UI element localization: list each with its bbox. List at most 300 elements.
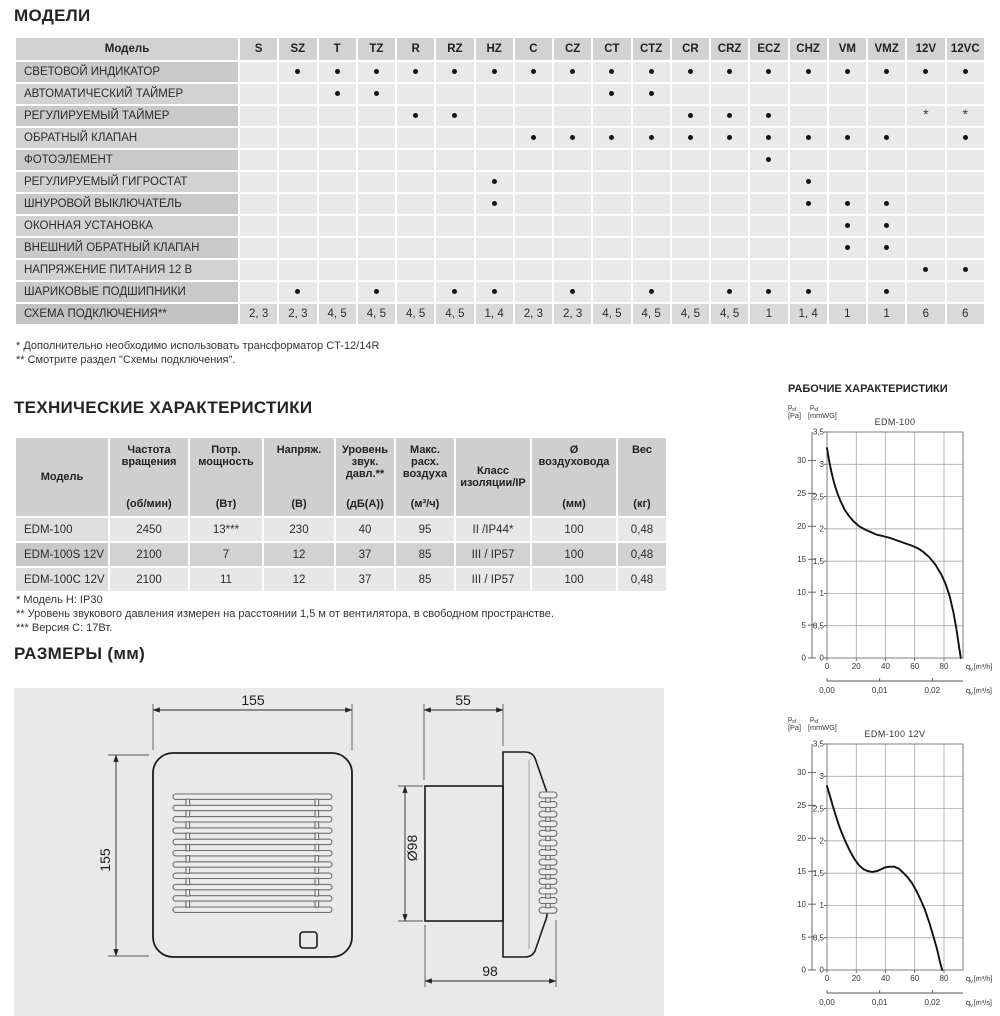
models-col-header: CTZ xyxy=(633,38,670,60)
feature-row-label: СХЕМА ПОДКЛЮЧЕНИЯ** xyxy=(16,304,238,324)
feature-dot xyxy=(531,69,536,74)
svg-text:psf: $p_{sf}$ xyxy=(788,402,797,413)
tech-value-cell: 37 xyxy=(336,543,394,566)
feature-cell xyxy=(358,216,395,236)
tech-value-cell: 2100 xyxy=(110,568,188,591)
feature-cell xyxy=(436,282,473,302)
feature-cell: 4, 5 xyxy=(358,304,395,324)
duct-diameter-dim-label: Ø98 xyxy=(404,834,420,862)
feature-cell: 1 xyxy=(750,304,787,324)
feature-cell xyxy=(633,84,670,104)
tech-header-name: Частота вращения xyxy=(121,444,177,468)
tech-value-cell: II /IP44* xyxy=(456,518,530,541)
tech-specs-table xyxy=(14,436,668,593)
feature-cell xyxy=(868,172,905,192)
feature-cell xyxy=(790,194,827,214)
feature-cell xyxy=(711,84,748,104)
feature-cell xyxy=(790,106,827,126)
feature-cell: 1, 4 xyxy=(790,304,827,324)
tech-header-name: Модель xyxy=(40,471,84,483)
tech-header-wrap xyxy=(113,444,185,510)
feature-cell: 4, 5 xyxy=(436,304,473,324)
feature-cell xyxy=(358,128,395,148)
feature-cell xyxy=(750,128,787,148)
svg-text:3,5: 3,5 xyxy=(812,739,824,749)
feature-cell xyxy=(515,62,552,82)
feature-dot xyxy=(923,267,928,272)
feature-cell xyxy=(593,282,630,302)
feature-cell xyxy=(319,62,356,82)
feature-cell xyxy=(672,216,709,236)
feature-dot xyxy=(884,289,889,294)
feature-cell: 1 xyxy=(829,304,866,324)
feature-dot xyxy=(649,91,654,96)
svg-text:0,01: 0,01 xyxy=(871,998,888,1007)
svg-text:[mmWG]: [mmWG] xyxy=(808,411,837,420)
svg-text:[Pa]: [Pa] xyxy=(788,411,801,420)
tech-data-row xyxy=(16,568,666,591)
feature-cell xyxy=(790,62,827,82)
feature-cell xyxy=(240,128,277,148)
tech-col-header xyxy=(16,438,108,516)
feature-cell xyxy=(790,260,827,280)
feature-cell xyxy=(476,172,513,192)
feature-cell xyxy=(436,260,473,280)
feature-dot xyxy=(845,201,850,206)
models-section-heading: МОДЕЛИ xyxy=(14,6,91,25)
feature-cell xyxy=(554,172,591,192)
models-col-header: HZ xyxy=(476,38,513,60)
feature-cell xyxy=(907,216,944,236)
feature-cell xyxy=(279,260,316,280)
feature-cell xyxy=(711,106,748,126)
footnote-line: *** Версия С: 17Вт. xyxy=(16,622,113,634)
feature-cell xyxy=(829,216,866,236)
front-height-dim-label: 155 xyxy=(97,848,113,872)
feature-cell xyxy=(319,84,356,104)
tech-value-cell: 2450 xyxy=(110,518,188,541)
feature-cell xyxy=(358,194,395,214)
feature-cell xyxy=(711,62,748,82)
feature-dot xyxy=(806,179,811,184)
feature-dot xyxy=(766,157,771,162)
feature-dot xyxy=(374,289,379,294)
feature-cell: 1, 4 xyxy=(476,304,513,324)
tech-col-header xyxy=(264,438,334,516)
feature-cell xyxy=(476,128,513,148)
feature-dot xyxy=(884,223,889,228)
tech-header-wrap xyxy=(19,444,105,510)
feature-cell xyxy=(593,172,630,192)
feature-cell xyxy=(358,172,395,192)
feature-dot xyxy=(492,179,497,184)
feature-cell xyxy=(868,106,905,126)
models-col-header: 12VC xyxy=(947,38,985,60)
feature-dot xyxy=(335,91,340,96)
feature-cell xyxy=(593,128,630,148)
feature-row xyxy=(16,238,984,258)
feature-cell xyxy=(397,216,434,236)
feature-dot xyxy=(727,69,732,74)
feature-cell: 4, 5 xyxy=(593,304,630,324)
feature-cell xyxy=(750,62,787,82)
tech-value-cell: 12 xyxy=(264,543,334,566)
feature-cell xyxy=(593,194,630,214)
feature-cell xyxy=(593,106,630,126)
feature-cell xyxy=(829,260,866,280)
feature-dot xyxy=(923,69,928,74)
feature-asterisk: * xyxy=(962,106,968,122)
feature-dot xyxy=(452,289,457,294)
models-col-header: TZ xyxy=(358,38,395,60)
tech-header-unit: (мм) xyxy=(562,498,586,510)
feature-cell xyxy=(240,282,277,302)
performance-chart-edm-100-12v xyxy=(786,710,1000,1010)
feature-cell xyxy=(633,216,670,236)
svg-text:30: 30 xyxy=(797,456,806,466)
feature-cell xyxy=(397,84,434,104)
svg-text:0: 0 xyxy=(819,653,824,663)
tech-col-header xyxy=(396,438,454,516)
feature-cell xyxy=(515,128,552,148)
svg-text:[Pa]: [Pa] xyxy=(788,723,801,732)
tech-header-wrap xyxy=(459,444,527,510)
feature-cell xyxy=(790,282,827,302)
feature-cell xyxy=(279,216,316,236)
feature-cell xyxy=(515,282,552,302)
feature-cell: 6 xyxy=(907,304,944,324)
feature-cell xyxy=(476,194,513,214)
feature-dot xyxy=(884,69,889,74)
tech-header-unit: (об/мин) xyxy=(126,498,172,510)
performance-section-heading: РАБОЧИЕ ХАРАКТЕРИСТИКИ xyxy=(788,383,948,395)
tech-value-cell: 85 xyxy=(396,543,454,566)
models-footnotes xyxy=(16,339,379,367)
tech-value-cell: 100 xyxy=(532,568,616,591)
feature-cell xyxy=(672,150,709,170)
feature-cell xyxy=(397,282,434,302)
svg-text:0,5: 0,5 xyxy=(812,621,824,631)
feature-cell xyxy=(633,106,670,126)
feature-cell xyxy=(947,172,985,192)
feature-cell xyxy=(711,194,748,214)
svg-text:1,5: 1,5 xyxy=(812,556,824,566)
feature-row xyxy=(16,304,984,324)
feature-cell xyxy=(907,128,944,148)
tech-header-name: Макс. расх. воздуха xyxy=(402,444,448,480)
side-depth-dim-label: 55 xyxy=(455,692,471,708)
feature-dot xyxy=(570,289,575,294)
svg-text:3,5: 3,5 xyxy=(812,427,824,437)
svg-text:EDM-100 12V: EDM-100 12V xyxy=(864,729,926,739)
tech-value-cell: 37 xyxy=(336,568,394,591)
feature-cell xyxy=(319,260,356,280)
feature-dot xyxy=(609,135,614,140)
svg-text:qv[m³/h]: $q_v[m^3/h]$ xyxy=(966,662,993,673)
feature-cell xyxy=(633,62,670,82)
tech-data-row xyxy=(16,543,666,566)
footnote-line: * Модель H: IP30 xyxy=(16,594,103,606)
feature-dot xyxy=(963,267,968,272)
svg-text:0,00: 0,00 xyxy=(819,998,835,1007)
feature-row xyxy=(16,172,984,192)
svg-text:qv[m³/h]: $q_v[m^3/h]$ xyxy=(966,974,993,985)
feature-cell xyxy=(711,238,748,258)
feature-cell xyxy=(633,172,670,192)
feature-cell xyxy=(750,238,787,258)
feature-cell xyxy=(790,216,827,236)
feature-cell xyxy=(750,260,787,280)
dimensions-drawing xyxy=(14,688,664,1016)
feature-cell xyxy=(476,62,513,82)
svg-text:60: 60 xyxy=(910,662,920,671)
feature-cell xyxy=(397,194,434,214)
feature-dot xyxy=(295,289,300,294)
feature-row-label: ШАРИКОВЫЕ ПОДШИПНИКИ xyxy=(16,282,238,302)
svg-text:20: 20 xyxy=(851,662,861,671)
feature-cell xyxy=(554,194,591,214)
feature-cell xyxy=(907,106,944,126)
model-name-cell: EDM-100S 12V xyxy=(16,543,108,566)
feature-cell xyxy=(790,172,827,192)
model-name-cell: EDM-100 xyxy=(16,518,108,541)
feature-cell xyxy=(358,62,395,82)
svg-text:0: 0 xyxy=(801,653,806,663)
feature-cell xyxy=(240,216,277,236)
feature-cell xyxy=(436,194,473,214)
feature-cell xyxy=(750,172,787,192)
feature-cell: 4, 5 xyxy=(711,304,748,324)
tech-header-wrap xyxy=(621,444,663,510)
feature-cell xyxy=(829,84,866,104)
feature-dot xyxy=(570,135,575,140)
tech-header-name: Напряж. xyxy=(276,444,322,456)
svg-text:30: 30 xyxy=(797,768,806,778)
feature-dot xyxy=(845,135,850,140)
tech-col-header xyxy=(190,438,262,516)
feature-cell xyxy=(240,150,277,170)
dimensions-section-heading: РАЗМЕРЫ (мм) xyxy=(14,644,146,663)
svg-text:0,5: 0,5 xyxy=(812,933,824,943)
feature-cell xyxy=(947,260,985,280)
models-col-header: Модель xyxy=(16,38,238,60)
feature-cell xyxy=(279,282,316,302)
models-col-header: ECZ xyxy=(750,38,787,60)
models-col-header: CRZ xyxy=(711,38,748,60)
feature-cell xyxy=(907,62,944,82)
feature-row-label: ВНЕШНИЙ ОБРАТНЫЙ КЛАПАН xyxy=(16,238,238,258)
feature-dot xyxy=(649,289,654,294)
tech-value-cell: III / IP57 xyxy=(456,568,530,591)
tech-header-name: Вес xyxy=(631,444,653,456)
feature-cell xyxy=(907,282,944,302)
feature-cell: 2, 3 xyxy=(240,304,277,324)
feature-cell xyxy=(279,128,316,148)
feature-cell xyxy=(907,84,944,104)
svg-text:psf: $p_{sf}$ xyxy=(788,714,797,725)
feature-cell xyxy=(829,172,866,192)
feature-cell xyxy=(279,62,316,82)
tech-value-cell: 0,48 xyxy=(618,543,666,566)
feature-cell xyxy=(633,238,670,258)
feature-dot xyxy=(570,69,575,74)
feature-asterisk: * xyxy=(923,106,929,122)
feature-cell xyxy=(672,282,709,302)
feature-cell xyxy=(436,62,473,82)
feature-cell xyxy=(515,194,552,214)
feature-row xyxy=(16,260,984,280)
feature-cell xyxy=(436,172,473,192)
feature-row xyxy=(16,62,984,82)
svg-text:0: 0 xyxy=(819,965,824,975)
feature-dot xyxy=(963,135,968,140)
feature-cell xyxy=(358,238,395,258)
feature-cell xyxy=(633,260,670,280)
feature-dot xyxy=(806,289,811,294)
tech-col-header xyxy=(456,438,530,516)
feature-cell xyxy=(947,84,985,104)
feature-cell xyxy=(515,106,552,126)
svg-text:0,02: 0,02 xyxy=(924,998,941,1007)
feature-cell xyxy=(515,84,552,104)
feature-cell xyxy=(319,238,356,258)
models-col-header: 12V xyxy=(907,38,944,60)
feature-row-label: СВЕТОВОЙ ИНДИКАТОР xyxy=(16,62,238,82)
feature-cell xyxy=(240,84,277,104)
feature-cell xyxy=(554,84,591,104)
feature-cell xyxy=(633,150,670,170)
feature-dot xyxy=(413,113,418,118)
feature-cell xyxy=(397,106,434,126)
feature-cell xyxy=(750,150,787,170)
feature-dot xyxy=(688,69,693,74)
footnote-line: ** Уровень звукового давления измерен на расстоянии 1,5 м от вентилятора, в свободном пространстве. xyxy=(16,608,554,620)
feature-cell xyxy=(554,260,591,280)
tech-data-row xyxy=(16,518,666,541)
feature-dot xyxy=(884,201,889,206)
feature-cell xyxy=(515,216,552,236)
feature-cell xyxy=(319,194,356,214)
svg-text:20: 20 xyxy=(797,522,806,532)
feature-dot xyxy=(295,69,300,74)
tech-header-wrap xyxy=(339,444,391,510)
feature-cell xyxy=(279,172,316,192)
feature-cell xyxy=(397,128,434,148)
feature-cell xyxy=(358,84,395,104)
feature-cell xyxy=(829,62,866,82)
feature-cell xyxy=(476,260,513,280)
feature-cell xyxy=(672,172,709,192)
feature-dot xyxy=(963,69,968,74)
feature-cell: 2, 3 xyxy=(515,304,552,324)
feature-cell xyxy=(279,238,316,258)
tech-header-row xyxy=(16,438,666,516)
feature-cell xyxy=(593,216,630,236)
feature-cell xyxy=(672,194,709,214)
svg-text:25: 25 xyxy=(797,489,806,499)
feature-cell xyxy=(593,62,630,82)
feature-row xyxy=(16,216,984,236)
svg-text:20: 20 xyxy=(797,834,806,844)
models-col-header: VM xyxy=(829,38,866,60)
feature-cell xyxy=(829,106,866,126)
feature-cell xyxy=(711,216,748,236)
tech-col-header xyxy=(532,438,616,516)
tech-value-cell: 0,48 xyxy=(618,568,666,591)
feature-cell xyxy=(240,238,277,258)
tech-header-name: Ø воздуховода xyxy=(538,444,610,468)
feature-dot xyxy=(492,69,497,74)
feature-cell xyxy=(868,194,905,214)
feature-cell xyxy=(554,216,591,236)
feature-cell xyxy=(397,172,434,192)
feature-row-label: ФОТОЭЛЕМЕНТ xyxy=(16,150,238,170)
feature-cell xyxy=(907,150,944,170)
feature-cell: 4, 5 xyxy=(397,304,434,324)
feature-cell: 6 xyxy=(947,304,985,324)
feature-dot xyxy=(649,135,654,140)
feature-dot xyxy=(649,69,654,74)
feature-cell xyxy=(633,282,670,302)
svg-text:qv[m³/s]: $q_v[m^3/s]$ xyxy=(966,686,992,697)
feature-cell xyxy=(790,238,827,258)
feature-cell xyxy=(672,106,709,126)
feature-cell xyxy=(436,238,473,258)
feature-cell xyxy=(868,238,905,258)
feature-cell xyxy=(868,260,905,280)
svg-text:[mmWG]: [mmWG] xyxy=(808,723,837,732)
feature-cell xyxy=(476,282,513,302)
feature-row-label: ОБРАТНЫЙ КЛАПАН xyxy=(16,128,238,148)
feature-cell xyxy=(907,238,944,258)
feature-cell xyxy=(279,194,316,214)
feature-dot xyxy=(766,69,771,74)
feature-cell xyxy=(279,84,316,104)
feature-cell xyxy=(593,150,630,170)
feature-dot xyxy=(492,289,497,294)
feature-dot xyxy=(727,135,732,140)
feature-cell xyxy=(829,238,866,258)
feature-cell: 4, 5 xyxy=(633,304,670,324)
feature-cell xyxy=(947,128,985,148)
feature-row xyxy=(16,150,984,170)
feature-cell xyxy=(476,238,513,258)
feature-dot xyxy=(452,69,457,74)
models-col-header: SZ xyxy=(279,38,316,60)
footnote-line: * Дополнительно необходимо использовать трансформатор CT-12/14R xyxy=(16,340,380,352)
tech-col-header xyxy=(336,438,394,516)
models-header-row xyxy=(16,38,984,60)
feature-cell xyxy=(947,62,985,82)
feature-dot xyxy=(806,69,811,74)
feature-cell xyxy=(672,62,709,82)
feature-cell xyxy=(397,150,434,170)
svg-text:2,5: 2,5 xyxy=(812,492,824,502)
feature-cell xyxy=(947,194,985,214)
feature-cell xyxy=(868,216,905,236)
feature-cell xyxy=(672,238,709,258)
feature-cell xyxy=(790,150,827,170)
footnote-line: ** Смотрите раздел "Схемы подключения". xyxy=(16,354,236,366)
tech-header-wrap xyxy=(399,444,451,510)
feature-cell xyxy=(947,238,985,258)
feature-cell xyxy=(790,128,827,148)
tech-header-wrap xyxy=(193,444,259,510)
feature-dot xyxy=(413,69,418,74)
models-col-header: T xyxy=(319,38,356,60)
feature-cell xyxy=(436,216,473,236)
tech-header-unit: (дБ(А)) xyxy=(346,498,384,510)
